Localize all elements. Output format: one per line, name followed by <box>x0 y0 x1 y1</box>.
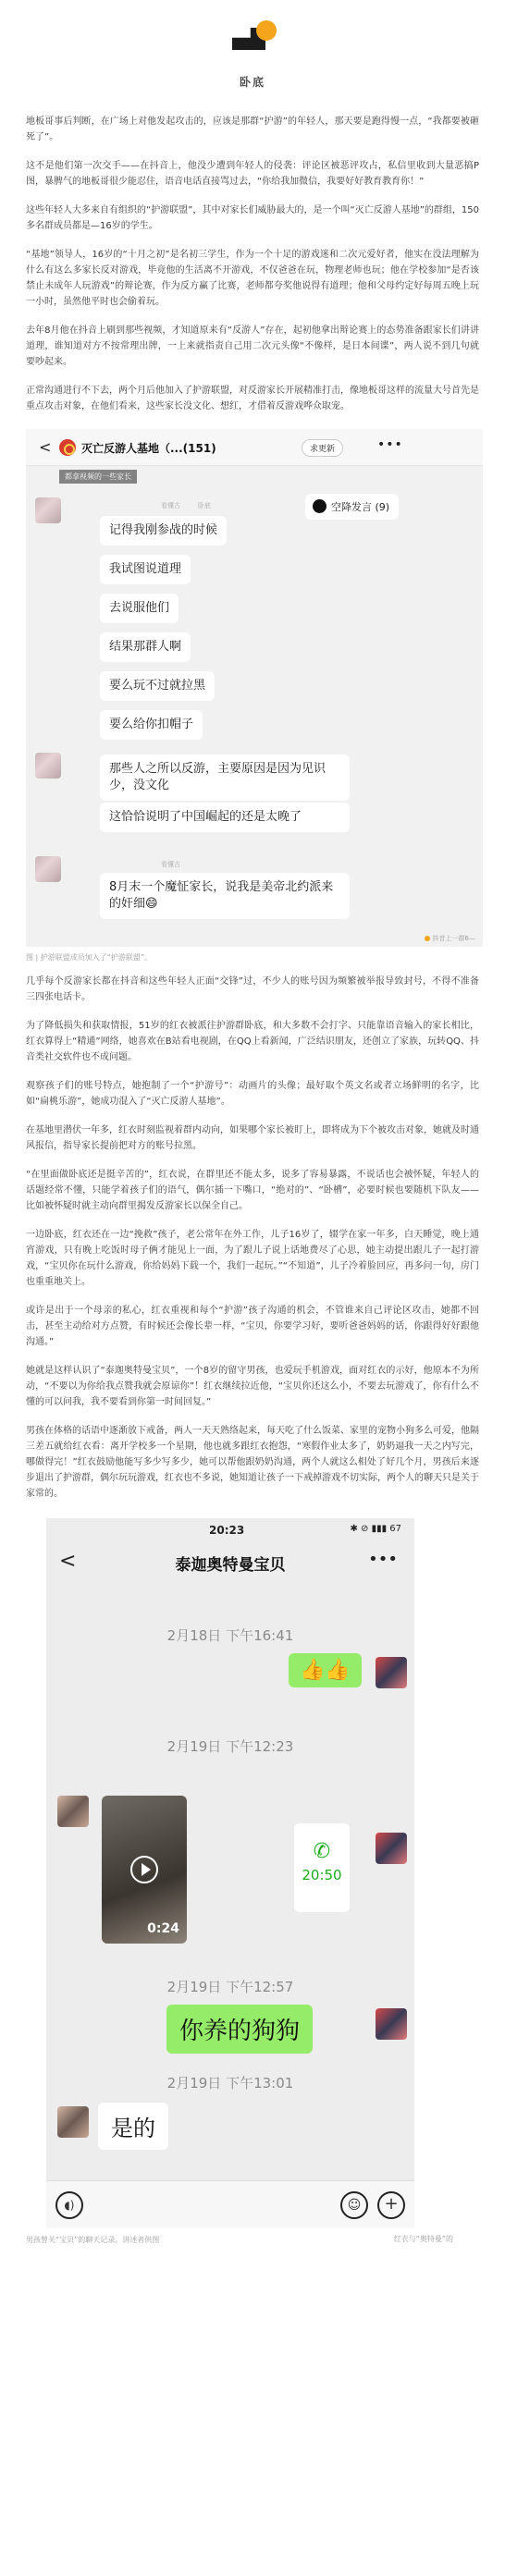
paragraph: 她就是这样认识了“泰迦奥特曼宝贝”，一个8岁的留守男孩，也爱玩手机游戏，面对红衣的示好，他原本不为所动，“不要以为你给我点赞我就会原谅你”！红衣继续拉近他，“宝贝你还这么小，不要去玩游戏了，你有什么不懂的可以问我，我不要看到你第一时间回复。” <box>26 1366 479 1407</box>
chat-bubble: 去说服他们 <box>100 594 179 623</box>
logo <box>0 17 505 67</box>
empty-talk-badge: 空降发言 (9) <box>305 494 399 520</box>
paragraph: 这些年轻人大多来自有组织的“护游联盟”，其中对家长们威胁最大的，是一个叫“灭亡反游人基地”的群组，150多名群成员都是—16岁的学生。 <box>26 205 479 231</box>
timestamp: 2月18日 下午16:41 <box>166 1627 294 1644</box>
chat-bubble-sent: 👍👍 <box>289 1653 362 1687</box>
chat-bubble: 8月末一个魔怔家长，说我是美帝北约派来的奸细😄 <box>100 873 350 919</box>
chat-bubble-sent: 你养的狗狗 <box>166 2005 313 2054</box>
play-icon <box>130 1856 158 1883</box>
private-chat-screenshot <box>46 1518 414 2228</box>
chat-bubble: 这恰恰说明了中国崛起的还是太晚了 <box>100 803 350 832</box>
group-chat-header <box>26 429 483 466</box>
avatar <box>35 753 61 779</box>
avatar <box>376 2008 407 2040</box>
caption: 图 | 护游联盟成员加入了“护游联盟”。 <box>26 953 153 962</box>
more-icon: ••• <box>368 1550 398 1569</box>
input-bar <box>46 2180 414 2228</box>
sender-role: 卧底 <box>198 502 211 509</box>
status-bar <box>46 1518 414 1542</box>
sender-name: 看懂古 <box>161 502 180 509</box>
emoji-icon: ☺ <box>340 2191 368 2219</box>
voice-icon: ◖) <box>55 2191 83 2219</box>
paragraph: 这不是他们第一次交手——在抖音上，他没少遭到年轻人的侵袭：评论区被恶评攻占，私信里收到大量恶搞P图，暴脾气的地板哥很少能忍住，语音电话直接骂过去，“你给我加微信，我要好好教育教育你！” <box>26 161 479 187</box>
paragraph: 一边卧底，红衣还在一边“挽救”孩子，老公常年在外工作，儿子16岁了，辍学在家一年多，白天睡觉，晚上通宵游戏，只有晚上吃饭时母子俩才能见上一面，为了跟儿子说上话地费尽了心思，她主动提出跟儿子一起打游戏，“宝贝你在玩什么游戏，你给妈妈下载一个，我们一起玩。”“不知道”，儿子冷着脸回应，再多问一句，房门也重重地关上。 <box>26 1230 479 1287</box>
paragraph: 去年8月他在抖音上刷到那些视频，才知道原来有“反游人”存在，起初他拿出辩论赛上的态势准备跟家长们讲讲道理，谁知道对方不按常理出牌，一上来就指责自己用二次元头像“不像样，是日本间谍”，两人说不到几句就要吵起来。 <box>26 325 479 367</box>
update-button: 求更新 <box>302 439 343 457</box>
back-icon: < <box>39 438 52 456</box>
plus-icon: + <box>377 2191 405 2219</box>
video-message <box>102 1796 187 1944</box>
chat-nav-bar <box>46 1542 414 1583</box>
logo-sun-icon <box>256 20 277 41</box>
group-emblem-icon <box>59 439 76 456</box>
paragraph: 在基地里潜伏一年多，红衣时刻监视着群内动向，如果哪个家长被盯上，即将成为下个被攻击对象，她就及时通风报信，指导家长提前把对方的账号拉黑。 <box>26 1125 479 1151</box>
timestamp: 2月19日 下午13:01 <box>166 2075 294 2091</box>
chat-bubble: 记得我刚参战的时候 <box>100 516 227 546</box>
avatar <box>57 1796 89 1827</box>
paragraph: 观察孩子们的账号特点，她抱制了一个“护游号”：动画片的头像；最好取个英文名或者立场鲜明的名字，比如“扁桃乐游”，她成功混入了“灭亡反游人基地”。 <box>26 1081 479 1107</box>
call-duration: 20:50 <box>302 1867 342 1883</box>
paragraph: 男孩在体格的话语中逐渐放下戒备，两人一天天熟络起来，每天吃了什么饭菜、家里的宠物小狗多么可爱，他隔三差五就给红衣看：离开学校多一个星期，他也就多跟红衣抱怨，“寒假作业太多了，奶奶逼我一天之内写完，哪做得完！”红衣鼓励他能写多少写多少，她可以帮他跟奶奶沟通，两个人就这么相处了好几个月，男孩后来逐步退出了护游群，偶尔玩玩游戏，红衣也不多说，她知道让孩子一下戒掉游戏不切实际，两个人的聊天只是关于家常的。 <box>26 1426 479 1499</box>
chat-title: 泰迦奥特曼宝贝 <box>175 1556 286 1575</box>
caption: 男孩曾关“宝贝”的聊天记录。讲述者供图 <box>26 2236 160 2244</box>
group-title: 灭亡反游人基地（...(151) <box>81 442 216 455</box>
paragraph: 地板哥事后判断，在广场上对他发起攻击的，应该是那群“护游”的年轻人，那天要是跑得慢一点，“我都要被砸死了”。 <box>26 117 479 142</box>
sender-name: 看懂古 <box>161 861 180 868</box>
chat-bubble: 我试图说道理 <box>100 555 191 584</box>
avatar <box>35 856 61 882</box>
article-body <box>0 114 505 2243</box>
paragraph: 几乎每个反游家长都在抖音和这些年轻人正面“交锋”过，不少人的账号因为频繁被举报导致封号，不得不准备三四张电话卡。 <box>26 976 479 1002</box>
avatar <box>35 497 61 523</box>
chat-bubble: 结果那群人啊 <box>100 632 191 662</box>
brand-name: 卧底 <box>239 76 265 89</box>
avatar <box>57 2106 89 2138</box>
pinned-banner: 都拿视频的一些家长 <box>59 470 137 484</box>
status-icons: ✱ ⊘ ▮▮▮ 67 <box>350 1524 401 1534</box>
paragraph: 正常沟通进行不下去，两个月后他加入了护游联盟，对反游家长开展精准打击，像地板哥这样的流量大号首先是重点攻击对象，在他们看来，这些家长没文化、想红，才借着反游戏哗众取宠。 <box>26 386 479 411</box>
timestamp: 2月19日 下午12:23 <box>166 1738 294 1755</box>
chat-bubble: 要么玩不过就拉黑 <box>100 671 215 701</box>
call-record <box>294 1823 350 1912</box>
screenshot-source: 抖音上一群6— <box>425 934 475 943</box>
timestamp: 2月19日 下午12:57 <box>166 1979 294 1995</box>
caption: 红衣与“奥特曼”的 <box>393 2235 453 2243</box>
more-icon: ••• <box>377 437 403 452</box>
chat-bubble-received: 是的 <box>98 2103 168 2150</box>
group-chat-screenshot <box>26 429 483 947</box>
phone-icon: ✆ <box>313 1840 331 1863</box>
back-icon: < <box>59 1550 77 1573</box>
paragraph: 为了降低损失和获取情报，51岁的红衣被派往护游群卧底，和大多数不会打字、只能靠语音输入的家长相比，红衣算得上“精通”网络，她喜欢在B站看电视剧，在QQ上看新闻，广泛结识朋友，还创立了家族，玩转QQ、抖音类社交软件也不成问题。 <box>26 1021 479 1062</box>
chat-bubble: 要么给你扣帽子 <box>100 710 203 740</box>
paragraph: 或许是出于一个母亲的私心，红衣重视和每个“护游”孩子沟通的机会，不管谁来自己评论区攻击，她都不回击，甚至主动给对方点赞，有时候还会像长辈一样，“宝贝，你要学习好，要听爸爸妈妈的话，你跟得好好跟他沟通。” <box>26 1306 479 1347</box>
paragraph: “基地”领导人，16岁的“十月之初”是名初三学生，作为一个十足的游戏迷和二次元爱好者，他实在没法理解为什么有这么多家长反对游戏，毕竟他的生活离不开游戏，不仅爸爸在玩，物理老师也玩；他在学校参加“是否该禁止未成年人玩游戏”的辩论赛，作为反方赢了比赛，老师都夸奖他说得有道理；他和父母约定好每周五晚上玩一小时，虽然他平时也会偷着玩。 <box>26 250 479 307</box>
video-duration: 0:24 <box>147 1921 179 1936</box>
avatar <box>376 1833 407 1864</box>
avatar <box>376 1657 407 1688</box>
chat-bubble: 那些人之所以反游，主要原因是因为见识少，没文化 <box>100 754 350 801</box>
status-time: 20:23 <box>209 1524 245 1537</box>
paragraph: “在里面做卧底还是挺辛苦的”，红衣说，在群里还不能太多，说多了容易暴露，不说话也会被怀疑，年轻人的话题经常不懂，只能学着孩子们的语气，偶尔插一下嘴口，“绝对的”、“卧槽”，必要时候也要随机下队友——比如被怀疑时就主动向群里揭发反游家长以保全自己。 <box>26 1170 479 1211</box>
